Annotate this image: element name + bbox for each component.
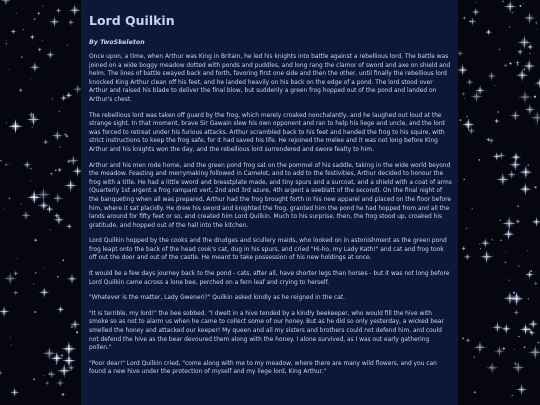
star-sparkle — [523, 59, 536, 72]
star-speck — [500, 239, 502, 241]
star-sparkle — [534, 21, 538, 25]
star-sparkle — [511, 152, 521, 162]
star-sparkle — [519, 165, 532, 178]
star-sparkle — [530, 110, 540, 125]
star-sparkle — [523, 12, 535, 24]
star-sparkle — [42, 139, 49, 146]
star-sparkle — [516, 69, 529, 82]
star-speck — [466, 123, 468, 125]
story-paragraph: It would be a few days journey back to the pond - cats, after all, have shorter legs than horses - but it was not long before Lord Quilkin came across a lone bee, perched on a fern leaf and crying to herself. — [89, 271, 450, 286]
star-speck — [462, 337, 464, 339]
star-sparkle — [504, 0, 517, 13]
star-speck — [21, 203, 23, 205]
star-sparkle — [485, 29, 492, 36]
star-sparkle — [66, 223, 73, 230]
star-speck — [511, 12, 513, 14]
star-sparkle — [70, 319, 81, 330]
star-speck — [44, 267, 45, 268]
star-speck — [10, 337, 11, 338]
star-speck — [512, 385, 513, 386]
star-sparkle — [21, 210, 31, 220]
star-speck — [54, 188, 55, 189]
star-speck — [466, 116, 467, 117]
star-sparkle — [513, 309, 520, 316]
star-sparkle — [55, 7, 62, 14]
star-sparkle — [0, 306, 10, 317]
star-sparkle — [510, 110, 522, 122]
star-speck — [509, 27, 510, 28]
star-speck — [460, 119, 462, 121]
star-speck — [497, 111, 499, 113]
star-speck — [490, 366, 491, 367]
star-sparkle — [4, 162, 9, 167]
star-sparkle — [55, 362, 58, 365]
star-sparkle — [0, 370, 3, 376]
star-sparkle — [480, 250, 493, 263]
star-sparkle — [516, 384, 528, 396]
star-speck — [499, 156, 500, 157]
star-speck — [6, 40, 7, 41]
star-sparkle — [462, 16, 466, 20]
star-sparkle — [494, 346, 505, 357]
star-speck — [518, 265, 520, 267]
star-sparkle — [461, 91, 466, 96]
star-speck — [517, 205, 519, 207]
star-sparkle — [39, 287, 50, 298]
star-speck — [527, 250, 528, 251]
star-speck — [529, 53, 530, 54]
star-sparkle — [64, 179, 77, 192]
star-speck — [508, 279, 510, 281]
star-speck — [504, 261, 506, 263]
star-speck — [6, 122, 7, 123]
star-speck — [528, 165, 529, 166]
star-speck — [62, 259, 64, 261]
star-sparkle — [474, 341, 487, 354]
star-speck — [487, 346, 488, 347]
star-sparkle — [486, 362, 499, 375]
star-sparkle — [465, 337, 471, 343]
star-sparkle — [37, 47, 43, 53]
star-speck — [55, 170, 56, 171]
star-speck — [16, 258, 17, 259]
star-sparkle — [10, 28, 16, 34]
star-sparkle — [517, 48, 524, 55]
star-sparkle — [466, 78, 474, 86]
star-sparkle — [518, 90, 532, 104]
star-speck — [16, 13, 17, 14]
star-speck — [479, 243, 480, 244]
star-sparkle — [49, 16, 60, 27]
star-sparkle — [47, 370, 56, 379]
star-speck — [42, 40, 43, 41]
star-speck — [465, 227, 467, 229]
star-speck — [524, 346, 526, 348]
star-sparkle — [29, 62, 40, 73]
star-sparkle — [503, 228, 515, 240]
star-speck — [76, 331, 78, 333]
star-speck — [4, 208, 5, 209]
star-sparkle — [67, 19, 74, 26]
story-paragraph: Arthur and his men rode home, and the green pond frog sat on the pommel of his saddle, taking in the wide world beyond the meadow. Feasting and merrymaking followed in Camelot, and to add to the festivities, Arthur decided to honour the frog with a title. He had a little sword and breastplate made, and tiny spurs and a surcoat, and a shield with a coat of arms (Quarterly 1st argent a frog rampant vert, 2nd and 3rd azure, 4th argent a seeblatt of the second). On the final night of the banqueting when all was prepared, Arthur had the frog brought forth in his new apparel and placed on the floor before him, where it sat placidly. He drew his sword and knighted the frog, granted him the pond he had hopped from and all the lands around for fifty feet or so, and created him Lord Quilkin. Much to his surprise, then, the frog stood up, croaked his gratitude, and hopped out of the hall into the kitchen. — [89, 162, 452, 229]
star-speck — [476, 2, 477, 3]
star-speck — [59, 146, 61, 148]
story-paragraph: "Whatever is the matter, Lady Gweneri?" Quilkin asked kindly as he reigned in the cat. — [89, 295, 345, 302]
star-speck — [505, 251, 506, 252]
star-speck — [534, 96, 536, 98]
star-sparkle — [507, 170, 517, 180]
star-sparkle — [8, 119, 23, 134]
star-sparkle — [58, 110, 61, 113]
star-sparkle — [27, 190, 41, 204]
star-sparkle — [468, 17, 477, 26]
star-speck — [520, 5, 522, 7]
star-speck — [44, 375, 45, 376]
star-speck — [500, 220, 501, 221]
star-speck — [474, 391, 476, 393]
star-sparkle — [534, 78, 540, 89]
star-speck — [503, 348, 505, 350]
star-speck — [33, 379, 35, 381]
star-sparkle — [461, 246, 467, 252]
star-speck — [513, 292, 515, 294]
star-speck — [30, 180, 31, 181]
star-speck — [31, 79, 32, 80]
star-speck — [464, 98, 465, 99]
star-sparkle — [509, 158, 522, 171]
star-sparkle — [13, 290, 19, 296]
star-sparkle — [33, 238, 38, 243]
star-speck — [23, 29, 24, 30]
star-speck — [492, 239, 493, 240]
star-speck — [9, 163, 10, 164]
star-speck — [478, 159, 480, 161]
star-sparkle — [46, 50, 55, 59]
star-speck — [34, 18, 36, 20]
star-sparkle — [528, 319, 539, 330]
star-sparkle — [51, 130, 63, 142]
star-speck — [523, 3, 524, 4]
star-sparkle — [60, 353, 64, 357]
star-speck — [473, 356, 475, 358]
star-sparkle — [480, 238, 490, 248]
star-speck — [67, 45, 68, 46]
star-speck — [512, 395, 513, 396]
star-sparkle — [36, 187, 51, 202]
star-sparkle — [497, 151, 506, 160]
star-speck — [42, 5, 44, 7]
star-sparkle — [1, 0, 11, 6]
star-sparkle — [57, 167, 63, 173]
star-speck — [494, 85, 495, 86]
star-sparkle — [61, 392, 66, 397]
star-sparkle — [494, 118, 500, 124]
star-speck — [9, 69, 10, 70]
star-speck — [538, 342, 540, 344]
star-sparkle — [13, 270, 19, 276]
star-speck — [66, 135, 68, 137]
star-speck — [536, 29, 537, 30]
star-speck — [535, 186, 537, 188]
star-sparkle — [61, 341, 76, 356]
star-sparkle — [531, 217, 540, 227]
star-speck — [50, 229, 51, 230]
star-sparkle — [67, 273, 78, 284]
star-sparkle — [496, 173, 509, 186]
star-speck — [530, 331, 532, 333]
star-sparkle — [29, 34, 35, 40]
star-sparkle — [8, 197, 11, 200]
star-sparkle — [498, 47, 502, 51]
star-speck — [518, 336, 519, 337]
star-sparkle — [37, 11, 41, 15]
star-sparkle — [29, 167, 33, 171]
star-sparkle — [524, 104, 535, 115]
star-speck — [59, 262, 60, 263]
star-sparkle — [527, 44, 534, 51]
star-sparkle — [533, 281, 538, 286]
star-speck — [528, 298, 529, 299]
star-sparkle — [45, 380, 50, 385]
star-sparkle — [492, 321, 504, 333]
star-speck — [0, 160, 1, 161]
story-paragraph: "Poor dear!" Lord Quilkin cried, "come along with me to my meadow, where there are many wild flowers, and you can found a new hive under the protection of myself and my liege lord, King Arthur." — [89, 360, 437, 376]
star-sparkle — [4, 42, 8, 46]
star-sparkle — [472, 8, 481, 17]
star-speck — [57, 276, 59, 278]
star-speck — [471, 208, 473, 210]
author-byline: By TwoSkeleton — [89, 39, 145, 46]
star-sparkle — [457, 64, 469, 76]
star-sparkle — [487, 71, 497, 81]
story-paragraph: Lord Quilkin hopped by the cooks and the drudges and scullery maids, who looked on in astonishment as the green pond frog leapt onto the back of the head cook's cat, dug in his spurs, and cried "Hi-ho, my Lady Kath!" and cat and frog took off out the door and out of the castle. He meant to take possession of his new holdings at once. — [89, 238, 447, 262]
star-speck — [34, 311, 36, 313]
story-paragraph: Once upon, a time, when Arthur was King in Britain, he led his knights into battle against a rebellious lord. The battle was joined on a wide boggy meadow dotted with ponds and puddles, and long rang the clamor of sword and axe on shield and helm. The lines of battle swayed back and forth, favoring first one side and then the other, until finally the rebellious lord knocked King Arthur clean off his feet, and he landed heavily on his back on the edge of a pond. The lord stood over Arthur and raised his blade to deliver the final blow, but suddenly a green frog hopped out of the pond and landed on Arthur's chest. — [89, 54, 451, 103]
star-speck — [517, 64, 519, 66]
star-speck — [530, 270, 532, 272]
star-sparkle — [52, 193, 63, 204]
star-sparkle — [18, 87, 24, 93]
story-paragraph: "It is terrible, my lord!" the bee sobbed. "I dwelt in a hive tended by a kindly beekeeper, who would fill the hive with smoke so as not to alarm us when he came to collect some of our honey. But as he did so only yesterday, a wicked bear smelled the honey and attacked our keeper! My queen and all my sisters and brothers could not defend him, and could not defend the hive as the bear devoured them along with the honey. I alone survived, as I was out early gathering pollen." — [89, 310, 444, 352]
star-sparkle — [502, 216, 516, 230]
star-speck — [52, 98, 53, 99]
star-sparkle — [49, 172, 53, 176]
star-sparkle — [525, 270, 534, 279]
star-speck — [38, 205, 39, 206]
star-sparkle — [463, 253, 471, 261]
star-speck — [21, 56, 23, 58]
star-speck — [480, 248, 481, 249]
story-paragraph: The rebellious lord was taken off guard by the frog, which merely croaked nonchalantly, and he laughed out loud at the strange sight. In that moment, brave Sir Gawain slew his own opponent and ran to help his liege and uncle, and the lord was forced to retreat under his furious attacks. Arthur scrambled back to his feet and handed the frog to his squire, with strict instructions to keep the frog safe, for it had saved his life. He rejoined the melee and it was not long before King Arthur and his knights won the day, and the rebellious lord surrendered and swore fealty to him. — [89, 112, 445, 153]
star-speck — [514, 349, 515, 350]
star-sparkle — [519, 183, 532, 196]
star-sparkle — [56, 379, 65, 388]
star-speck — [509, 62, 511, 64]
story-body — [89, 53, 452, 377]
star-speck — [11, 345, 12, 346]
star-sparkle — [503, 63, 509, 69]
star-sparkle — [69, 4, 81, 16]
star-speck — [463, 179, 465, 181]
star-sparkle — [522, 67, 526, 71]
star-speck — [33, 283, 34, 284]
star-speck — [35, 272, 37, 274]
star-speck — [536, 124, 537, 125]
star-sparkle — [57, 305, 65, 313]
star-sparkle — [512, 361, 525, 374]
star-sparkle — [501, 324, 512, 335]
story-title: Lord Quilkin — [89, 13, 175, 28]
story-column — [81, 0, 458, 405]
star-sparkle — [10, 387, 20, 397]
star-speck — [492, 254, 493, 255]
star-sparkle — [31, 126, 34, 129]
star-sparkle — [528, 345, 540, 359]
star-speck — [502, 1, 503, 2]
star-speck — [538, 82, 539, 83]
